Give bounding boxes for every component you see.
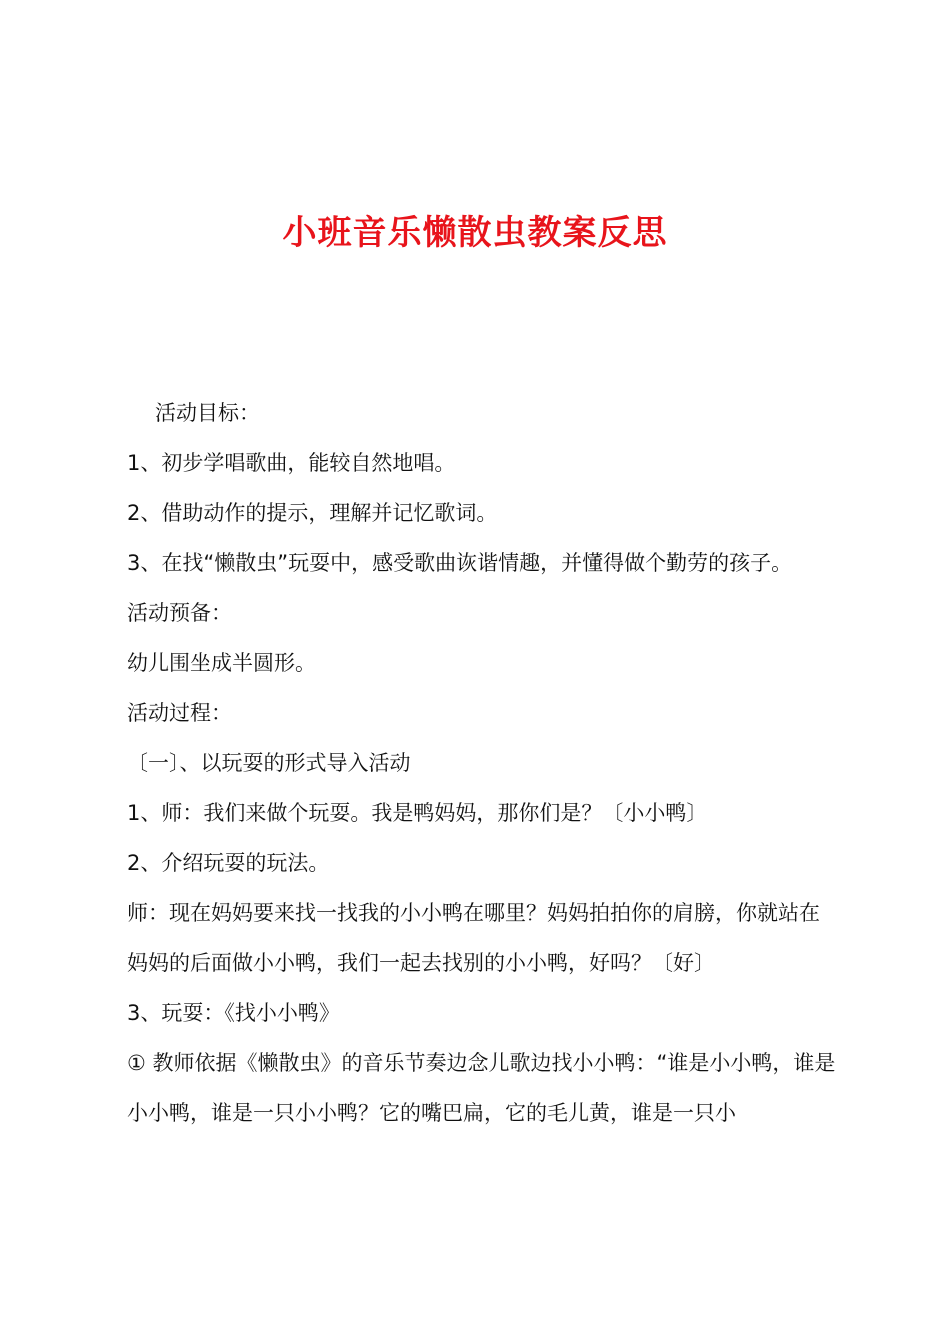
document-body <box>127 388 837 1138</box>
goal-item: 3、在找“懒散虫”玩耍中，感受歌曲诙谐情趣，并懂得做个勤劳的孩子。 <box>127 551 793 575</box>
process-paragraph: ① 教师依据《懒散虫》的音乐节奏边念儿歌边找小小鸭：“谁是小小鸭，谁是小小鸭，谁是一只小小鸭？它的嘴巴扁，它的毛儿黄，谁是一只小 <box>127 1051 836 1125</box>
section-heading-goals: 活动目标： <box>155 401 260 425</box>
section-heading-process: 活动过程： <box>127 701 232 725</box>
goal-item: 2、借助动作的提示，理解并记忆歌词。 <box>127 501 498 525</box>
document-title: 小班音乐懒散虫教案反思 <box>282 213 668 253</box>
goal-item: 1、初步学唱歌曲，能较自然地唱。 <box>127 451 456 475</box>
process-item: 1、师：我们来做个玩耍。我是鸭妈妈，那你们是？〔小小鸭〕 <box>127 801 708 825</box>
process-paragraph: 师：现在妈妈要来找一找我的小小鸭在哪里？妈妈拍拍你的肩膀，你就站在妈妈的后面做小小鸭，我们一起去找别的小小鸭，好吗？〔好〕 <box>127 901 820 975</box>
process-step-heading: 〔一〕、以玩耍的形式导入活动 <box>127 751 411 775</box>
preparation-text: 幼儿围坐成半圆形。 <box>127 651 316 675</box>
process-item: 3、玩耍：《找小小鸭》 <box>127 1001 340 1025</box>
section-heading-preparation: 活动预备： <box>127 601 232 625</box>
process-item: 2、介绍玩耍的玩法。 <box>127 851 330 875</box>
